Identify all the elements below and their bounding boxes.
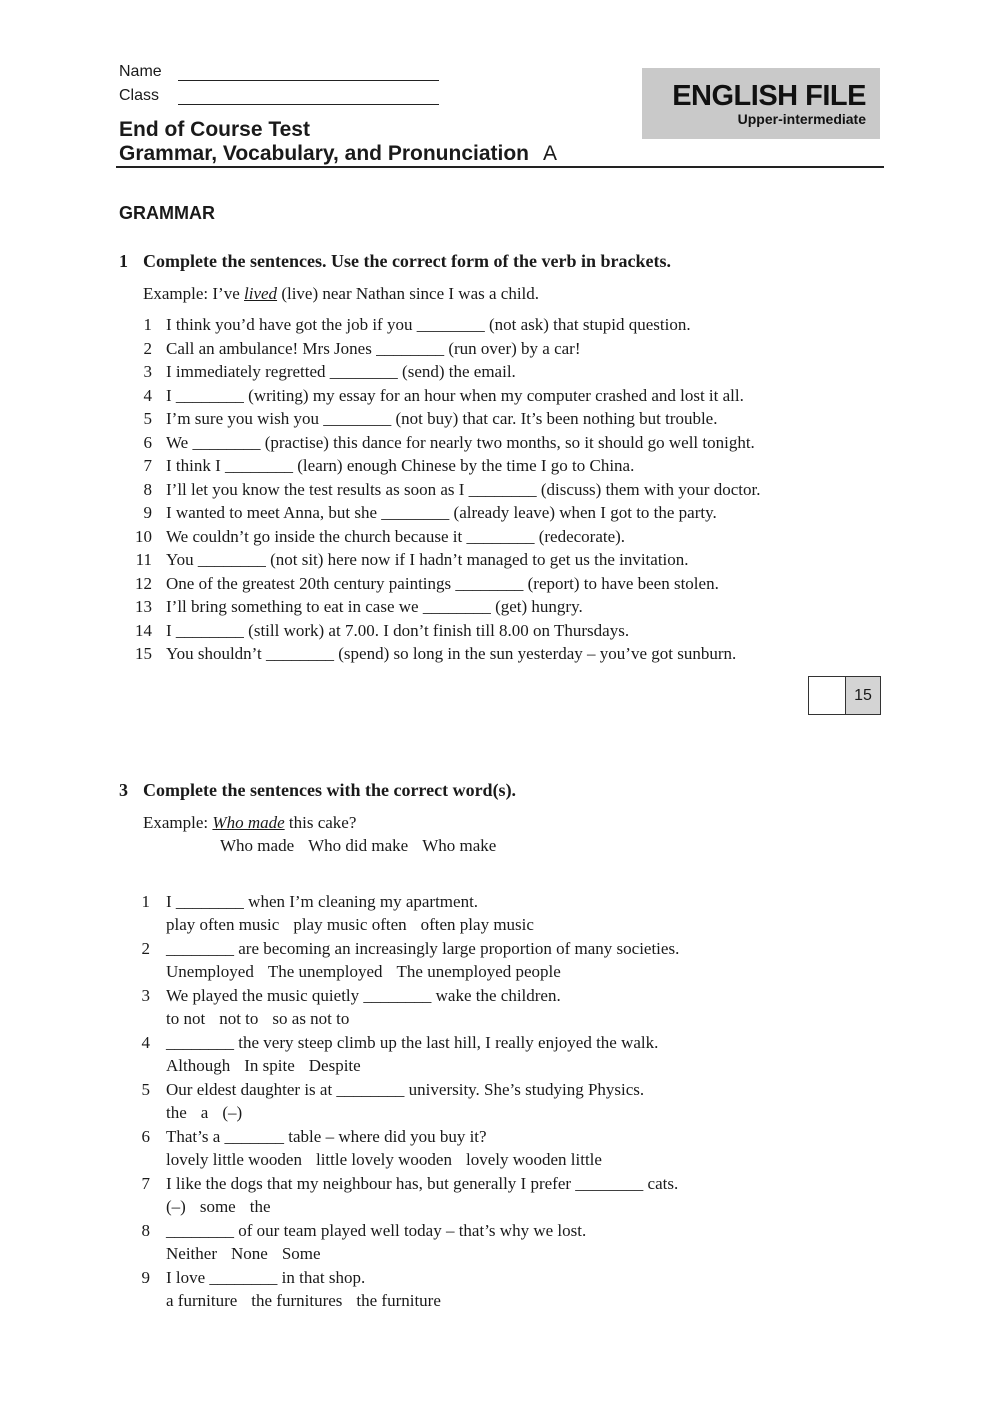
item-number: 5 [141, 1080, 150, 1099]
class-field[interactable] [178, 88, 439, 105]
header-divider [116, 166, 884, 168]
example-answer: Who made [212, 813, 285, 832]
item-number: 4 [141, 1033, 150, 1052]
example-suffix: this cake? [284, 813, 357, 832]
example-suffix: (live) near Nathan since I was a child. [277, 284, 540, 303]
item-number: 5 [143, 409, 152, 428]
exercise-3-heading [119, 780, 516, 801]
answer-option[interactable]: lovely wooden little [465, 1150, 602, 1169]
item-text: I ________ (still work) at 7.00. I don’t finish till 8.00 on Thursdays. [166, 620, 630, 640]
answer-option[interactable]: not to [219, 1009, 259, 1028]
item-text: ________ of our team played well today – that’s why we lost. [166, 1221, 587, 1240]
exercise-3-instruction: Complete the sentences with the correct word(s). [143, 780, 517, 800]
item-number: 6 [143, 432, 152, 452]
answer-option[interactable]: (–) [166, 1197, 186, 1216]
item-options [166, 1195, 285, 1218]
item-text: I immediately regretted ________ (send) the email. [166, 362, 516, 381]
exercise-1-instruction: Complete the sentences. Use the correct form of the verb in brackets. [143, 251, 672, 271]
item-options [166, 1289, 455, 1312]
item-number: 1 [143, 315, 152, 334]
test-subtitle-text: Grammar, Vocabulary, and Pronunciation [119, 142, 529, 165]
answer-option[interactable]: lovely little wooden [166, 1150, 302, 1169]
item-text: ________ are becoming an increasingly large proportion of many societies. [166, 939, 680, 958]
answer-option[interactable]: the [249, 1197, 271, 1216]
item-text: You ________ (not sit) here now if I hadn’t managed to get us the invitation. [166, 550, 689, 569]
item-text: We played the music quietly ________ wake the children. [166, 986, 561, 1005]
test-variant: A [543, 142, 558, 165]
answer-option[interactable]: (–) [222, 1103, 243, 1122]
answer-option[interactable]: Despite [308, 1056, 361, 1075]
answer-option[interactable]: Neither [166, 1244, 217, 1263]
item-number: 7 [141, 1174, 150, 1193]
answer-option[interactable]: some [199, 1197, 236, 1216]
item-number: 12 [135, 573, 152, 593]
answer-option[interactable]: the [166, 1103, 187, 1122]
answer-option[interactable]: In spite [244, 1056, 295, 1075]
answer-option[interactable]: the furnitures [251, 1291, 343, 1310]
answer-option[interactable]: play often music [166, 915, 280, 934]
answer-option[interactable]: often play music [420, 915, 534, 934]
answer-option[interactable]: None [230, 1244, 268, 1263]
item-options [166, 1242, 335, 1265]
item-text: I think I ________ (learn) enough Chinese by the time I go to China. [166, 456, 635, 475]
test-subtitle [119, 142, 557, 166]
item-options [166, 1007, 363, 1030]
answer-option[interactable]: Unemployed [166, 962, 254, 981]
score-box [808, 676, 881, 715]
example-option: Who made [220, 836, 295, 855]
item-number: 9 [141, 1268, 150, 1287]
item-number: 8 [143, 479, 152, 499]
item-options [166, 1101, 256, 1124]
answer-option[interactable]: Although [166, 1056, 231, 1075]
item-text: We ________ (practise) this dance for nearly two months, so it should go well tonight. [166, 432, 755, 452]
exercise-1-heading [119, 251, 671, 272]
exercise-1-number: 1 [119, 251, 128, 271]
item-options [166, 913, 548, 936]
answer-option[interactable]: little lovely wooden [315, 1150, 452, 1169]
item-number: 4 [143, 385, 152, 405]
exercise-3-number: 3 [119, 780, 128, 800]
exercise-3-example [143, 813, 356, 833]
item-text: One of the greatest 20th century paintings ________ (report) to have been stolen. [166, 573, 719, 593]
name-field[interactable] [178, 64, 439, 81]
item-number: 3 [141, 986, 150, 1005]
section-heading: GRAMMAR [119, 203, 215, 223]
item-text: I think you’d have got the job if you ________ (not ask) that stupid question. [166, 315, 691, 334]
item-number: 2 [141, 939, 150, 958]
item-number: 11 [135, 550, 152, 569]
test-title: End of Course Test [119, 118, 310, 141]
item-text: We couldn’t go inside the church because it ________ (redecorate). [166, 526, 626, 546]
exercise-1-example [143, 284, 539, 304]
item-text: I ________ when I’m cleaning my apartment. [166, 892, 479, 911]
logo-title: ENGLISH FILE [672, 80, 866, 112]
item-text: I ________ (writing) my essay for an hour when my computer crashed and lost it all. [166, 385, 744, 405]
item-number: 15 [135, 644, 152, 663]
answer-option[interactable]: a [200, 1103, 209, 1122]
item-number: 10 [135, 526, 152, 546]
item-options [166, 1054, 375, 1077]
example-option: Who did make [308, 836, 409, 855]
logo-subtitle: Upper-intermediate [737, 111, 866, 127]
english-file-logo [642, 68, 880, 139]
example-answer: lived [244, 284, 278, 303]
example-prefix: Example: [143, 813, 213, 832]
answer-option[interactable]: play music often [293, 915, 407, 934]
item-text: Call an ambulance! Mrs Jones ________ (run over) by a car! [166, 338, 581, 358]
item-number: 13 [135, 597, 152, 616]
answer-option[interactable]: the furniture [356, 1291, 441, 1310]
answer-option[interactable]: The unemployed [267, 962, 383, 981]
answer-option[interactable]: Some [281, 1244, 321, 1263]
item-number: 2 [143, 338, 152, 358]
item-options [166, 960, 575, 983]
item-text: Our eldest daughter is at ________ university. She’s studying Physics. [166, 1080, 645, 1099]
item-text: I’ll bring something to eat in case we ________ (get) hungry. [166, 597, 583, 616]
example-option: Who make [422, 836, 497, 855]
item-number: 1 [141, 892, 150, 911]
answer-option[interactable]: so as not to [272, 1009, 350, 1028]
item-number: 7 [143, 456, 152, 475]
example-prefix: Example: I’ve [143, 284, 245, 303]
item-text: That’s a _______ table – where did you buy it? [166, 1127, 487, 1146]
item-text: I wanted to meet Anna, but she ________ (already leave) when I got to the party. [166, 503, 717, 522]
item-number: 14 [135, 620, 152, 640]
item-number: 6 [141, 1127, 150, 1146]
exercise-3-example-options [220, 836, 510, 856]
item-number: 3 [143, 362, 152, 381]
class-label: Class [119, 87, 160, 104]
item-number: 9 [143, 503, 152, 522]
score-total: 15 [845, 676, 881, 715]
item-number: 8 [141, 1221, 150, 1240]
item-options [166, 1148, 616, 1171]
item-text: I love ________ in that shop. [166, 1268, 366, 1287]
answer-option[interactable]: a furniture [166, 1291, 238, 1310]
answer-option[interactable]: The unemployed people [396, 962, 561, 981]
item-text: I’ll let you know the test results as soon as I ________ (discuss) them with your doctor. [166, 479, 761, 499]
item-text: I’m sure you wish you ________ (not buy) that car. It’s been nothing but trouble. [166, 409, 718, 428]
answer-option[interactable]: to not [166, 1009, 206, 1028]
item-text: ________ the very steep climb up the last hill, I really enjoyed the walk. [166, 1033, 659, 1052]
name-label: Name [119, 63, 162, 80]
item-text: You shouldn’t ________ (spend) so long in the sun yesterday – you’ve got sunburn. [166, 644, 737, 663]
item-text: I like the dogs that my neighbour has, but generally I prefer ________ cats. [166, 1174, 679, 1193]
